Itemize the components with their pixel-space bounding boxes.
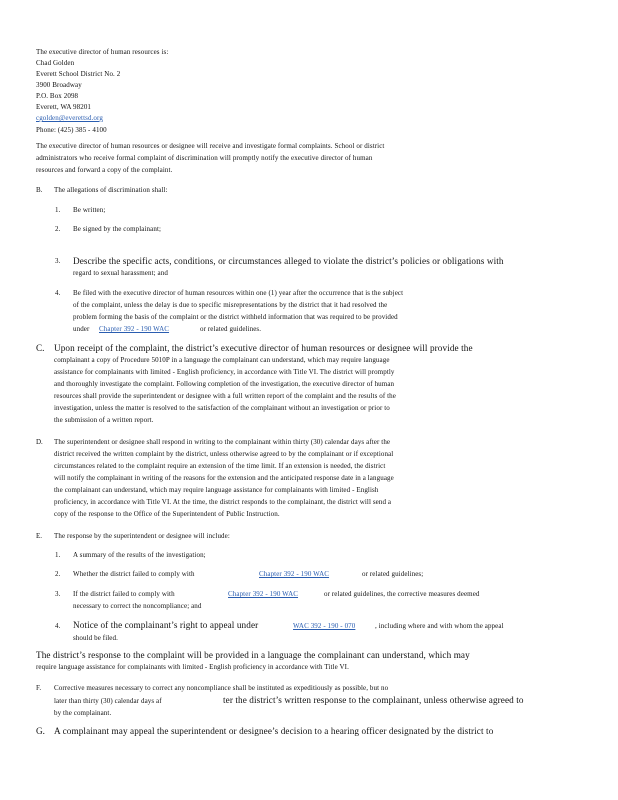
section-d-label: D.: [36, 438, 43, 446]
e-item-2-start: Whether the district failed to comply with: [73, 570, 195, 578]
intro-line-2: administrators who receive formal complaint of discrimination will promptly notify the executive director of human: [36, 154, 373, 162]
section-f-line-2-start: later than thirty (30) calendar days af: [54, 697, 162, 705]
section-d-line-3: circumstances related to the complaint require an extension of the time limit. If an extension is needed, the district: [54, 462, 386, 470]
section-b-label: B.: [36, 186, 43, 194]
section-c-line-5: resources shall provide the superintendent or designee with a full written report of the complaint and the results of the: [54, 392, 396, 400]
section-f-line-1: Corrective measures necessary to correct any noncompliance shall be instituted as expeditiously as possible, but no: [54, 684, 389, 692]
e-item-3-line-2: necessary to correct the noncompliance; and: [73, 602, 202, 610]
intro-line-1: The executive director of human resources or designee will receive and investigate formal complaints. School or district: [36, 142, 385, 150]
b-item-4-line-4-start: under: [73, 325, 90, 333]
contact-pobox: P.O. Box 2098: [36, 92, 79, 100]
b-item-2-text: Be signed by the complainant;: [73, 225, 162, 233]
section-f-line-3: by the complainant.: [54, 709, 112, 717]
b-item-4-number: 4.: [55, 289, 61, 297]
e-item-3-start: If the district failed to comply with: [73, 590, 175, 598]
section-d-line-4: will notify the complainant in writing of the reasons for the extension and the anticipated response date in a language: [54, 474, 394, 482]
wac-section-link-e4[interactable]: WAC 392 - 190 - 070: [293, 622, 356, 630]
section-f-line-2-end: ter the district’s written response to the complainant, unless otherwise agreed to: [223, 695, 524, 705]
section-d-line-6: proficiency, in accordance with Title VI. At the time, the district responds to the complainant, the district will send a: [54, 498, 392, 506]
section-c-line-4: and thoroughly investigate the complaint. Following completion of the investigation, the executive director of human: [54, 380, 395, 388]
b-item-1-number: 1.: [55, 206, 61, 214]
section-g-label: G.: [36, 726, 45, 736]
section-d-line-1: The superintendent or designee shall respond in writing to the complainant within thirty (30) calendar days after the: [54, 438, 391, 446]
b-item-1-text: Be written;: [73, 206, 106, 214]
contact-org: Everett School District No. 2: [36, 70, 121, 78]
section-c-line-3: assistance for complainants with limited - English proficiency, in accordance with Title VI. The district will promptly: [54, 368, 395, 376]
b-item-4-line-4-end: or related guidelines.: [200, 325, 262, 333]
e-item-3-end: or related guidelines, the corrective measures deemed: [324, 590, 480, 598]
contact-phone: Phone: (425) 385 - 4100: [36, 126, 107, 134]
section-d-line-5: the complainant can understand, which may require language assistance for complainants with limited - English: [54, 486, 379, 494]
wac-chapter-link-e3[interactable]: Chapter 392 - 190 WAC: [228, 590, 299, 598]
intro-line-3: resources and forward a copy of the complaint.: [36, 166, 173, 174]
e-item-4-line-2: should be filed.: [73, 634, 118, 642]
section-e-heading: The response by the superintendent or designee will include:: [54, 532, 230, 540]
section-f-label: F.: [36, 684, 42, 692]
e-item-4-number: 4.: [55, 622, 61, 630]
wac-chapter-link-b[interactable]: Chapter 392 - 190 WAC: [99, 325, 170, 333]
contact-title: The executive director of human resources is:: [36, 48, 169, 56]
e-item-1-number: 1.: [55, 551, 61, 559]
e-item-1-text: A summary of the results of the investigation;: [73, 551, 206, 559]
contact-street: 3900 Broadway: [36, 81, 82, 89]
b-item-4-line-3: problem forming the basis of the complaint or the district withheld information that was required to be provided: [73, 313, 398, 321]
b-item-3-line-1: Describe the specific acts, conditions, or circumstances alleged to violate the district’s policies or obligations with: [73, 256, 504, 266]
wac-chapter-link-e2[interactable]: Chapter 392 - 190 WAC: [259, 570, 330, 578]
section-c-line-1: Upon receipt of the complaint, the district’s executive director of human resources or designee will provide the: [54, 343, 473, 353]
section-b-heading: The allegations of discrimination shall:: [54, 186, 168, 194]
section-c-line-7: the submission of a written report.: [54, 416, 154, 424]
section-e-label: E.: [36, 532, 43, 540]
section-d-line-2: district received the written complaint by the district, unless otherwise agreed to by the complainant or if exceptional: [54, 450, 394, 458]
section-c-label: C.: [36, 343, 45, 353]
b-item-2-number: 2.: [55, 225, 61, 233]
e-item-4-end: , including where and with whom the appeal: [375, 622, 504, 630]
e-item-4-start: Notice of the complainant’s right to appeal under: [73, 620, 259, 630]
b-item-3-number: 3.: [55, 257, 61, 265]
contact-email-link[interactable]: cgolden@everettsd.org: [36, 114, 103, 122]
response-language-line-2: require language assistance for complainants with limited - English proficiency in accordance with Title VI.: [36, 663, 349, 671]
section-d-line-7: copy of the response to the Office of the Superintendent of Public Instruction.: [54, 510, 280, 518]
section-c-line-6: investigation, unless the matter is resolved to the satisfaction of the complainant without an investigation or prior to: [54, 404, 390, 412]
contact-city: Everett, WA 98201: [36, 103, 92, 111]
b-item-3-line-2: regard to sexual harassment; and: [73, 269, 168, 277]
response-language-line-1: The district’s response to the complaint will be provided in a language the complainant can understand, which may: [36, 650, 470, 660]
b-item-4-line-1: Be filed with the executive director of human resources within one (1) year after the occurrence that is the subject: [73, 289, 404, 297]
contact-name: Chad Golden: [36, 59, 75, 67]
b-item-4-line-2: of the complaint, unless the delay is due to specific misrepresentations by the district that it had resolved the: [73, 301, 388, 309]
section-g-line-1: A complainant may appeal the superintendent or designee’s decision to a hearing officer designated by the district to: [54, 726, 494, 736]
section-c-line-2: complainant a copy of Procedure 5010P in a language the complainant can understand, which may require language: [54, 356, 390, 364]
e-item-3-number: 3.: [55, 590, 61, 598]
e-item-2-number: 2.: [55, 570, 61, 578]
e-item-2-end: or related guidelines;: [362, 570, 424, 578]
